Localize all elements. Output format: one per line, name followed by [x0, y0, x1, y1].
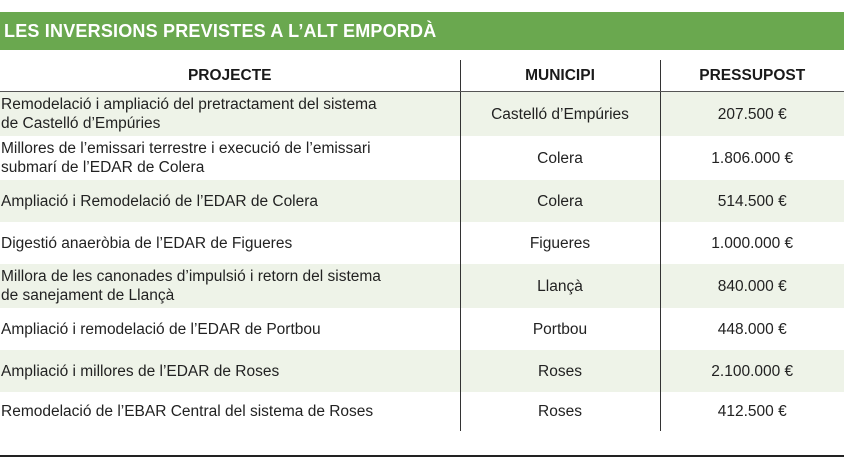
projecte-line2: de Castelló d’Empúries: [1, 115, 161, 132]
projecte-line1: Millora de les canonades d’impulsió i retorn del sistema: [1, 268, 381, 285]
header-municipi: MUNICIPI: [460, 60, 660, 92]
cell-pressupost: 448.000 €: [660, 308, 844, 350]
cell-pressupost: 412.500 €: [660, 392, 844, 431]
table-header: [0, 60, 844, 92]
table-row: [0, 222, 844, 264]
cell-municipi: Colera: [460, 136, 660, 180]
title-bar: [0, 12, 844, 50]
cell-projecte: [0, 392, 460, 431]
cell-municipi: Portbou: [460, 308, 660, 350]
projecte-line2: submarí de l’EDAR de Colera: [1, 159, 205, 176]
investments-table: [0, 60, 844, 431]
cell-projecte: [0, 222, 460, 264]
cell-projecte: [0, 136, 460, 180]
table-body: [0, 92, 844, 432]
header-projecte: PROJECTE: [0, 60, 460, 92]
cell-pressupost: 2.100.000 €: [660, 350, 844, 392]
projecte-line1: Ampliació i millores de l’EDAR de Roses: [1, 362, 280, 380]
table-row: [0, 392, 844, 431]
projecte-line1: Ampliació i Remodelació de l’EDAR de Colera: [1, 192, 319, 210]
cell-projecte: [0, 180, 460, 222]
cell-projecte: [0, 350, 460, 392]
header-row: [0, 60, 844, 92]
table-row: [0, 92, 844, 137]
projecte-line1: Ampliació i remodelació de l’EDAR de Portbou: [1, 320, 321, 338]
table-row: [0, 350, 844, 392]
cell-projecte: [0, 264, 460, 308]
table-row: [0, 308, 844, 350]
table-row: [0, 180, 844, 222]
projecte-line2: de sanejament de Llançà: [1, 287, 175, 304]
cell-municipi: Llançà: [460, 264, 660, 308]
cell-municipi: Roses: [460, 392, 660, 431]
cell-projecte: [0, 308, 460, 350]
cell-pressupost: 207.500 €: [660, 92, 844, 137]
projecte-line1: Remodelació i ampliació del pretractament del sistema: [1, 96, 377, 113]
projecte-line1: Millores de l’emissari terrestre i execució de l’emissari: [1, 140, 371, 157]
cell-pressupost: 514.500 €: [660, 180, 844, 222]
cell-projecte: [0, 92, 460, 137]
cell-municipi: Castelló d’Empúries: [460, 92, 660, 137]
cell-municipi: Colera: [460, 180, 660, 222]
cell-pressupost: 840.000 €: [660, 264, 844, 308]
header-pressupost: PRESSUPOST: [660, 60, 844, 92]
page-title: LES INVERSIONS PREVISTES A L’ALT EMPORDÀ: [4, 20, 437, 41]
bottom-divider: [0, 455, 844, 457]
table-row: [0, 136, 844, 180]
table-row: [0, 264, 844, 308]
cell-pressupost: 1.000.000 €: [660, 222, 844, 264]
cell-municipi: Roses: [460, 350, 660, 392]
cell-municipi: Figueres: [460, 222, 660, 264]
projecte-line1: Remodelació de l’EBAR Central del sistema de Roses: [1, 403, 374, 420]
projecte-line1: Digestió anaeròbia de l’EDAR de Figueres: [1, 234, 293, 252]
cell-pressupost: 1.806.000 €: [660, 136, 844, 180]
